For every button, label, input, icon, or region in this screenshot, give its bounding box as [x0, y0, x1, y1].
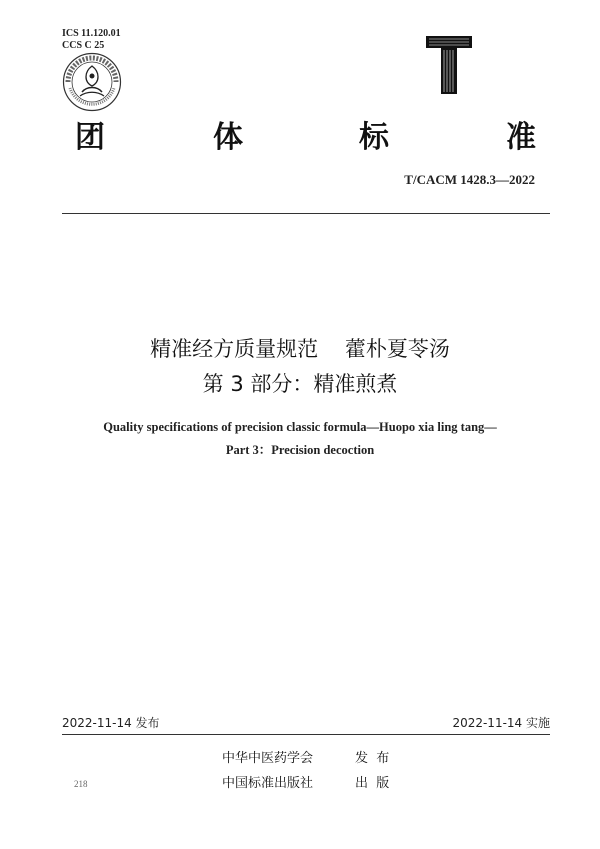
standard-number: T/CACM 1428.3—2022	[404, 172, 535, 187]
doc-type-char-1: 团	[75, 120, 105, 155]
implementation-date: 2022-11-14 实施	[452, 716, 550, 730]
title-english-line-1: Quality specifications of precision classic formula—Huopo xia ling tang—	[103, 420, 497, 434]
doc-type-char-4: 准	[506, 120, 536, 155]
title-english-line-2: Part 3：Precision decoction	[225, 443, 375, 457]
footer-divider	[62, 734, 550, 735]
association-seal-logo	[62, 52, 122, 112]
publisher-row	[222, 772, 389, 791]
classification-codes	[62, 28, 121, 52]
header-divider	[62, 213, 550, 214]
ccs-code: CCS C 25	[62, 40, 105, 51]
doc-type-char-3: 标	[359, 120, 389, 155]
publisher-name: 中华中医药学会	[222, 751, 314, 766]
page-number: 218	[74, 779, 88, 789]
standard-type-letter-t	[424, 34, 474, 96]
ics-code: ICS 11.120.01	[62, 28, 121, 39]
title-chinese-line-1: 精准经方质量规范 藿朴夏苓汤	[150, 337, 450, 361]
document-type-heading	[0, 112, 600, 155]
publisher-role: 发 布	[355, 751, 390, 766]
issue-date: 2022-11-14 发布	[62, 716, 160, 730]
publisher-row	[222, 747, 389, 766]
doc-type-char-2: 体	[213, 120, 243, 155]
title-chinese-line-2: 第 3 部分：精准煎煮	[202, 372, 398, 396]
publisher-role: 出 版	[355, 776, 390, 791]
publisher-name: 中国标准出版社	[222, 776, 314, 791]
